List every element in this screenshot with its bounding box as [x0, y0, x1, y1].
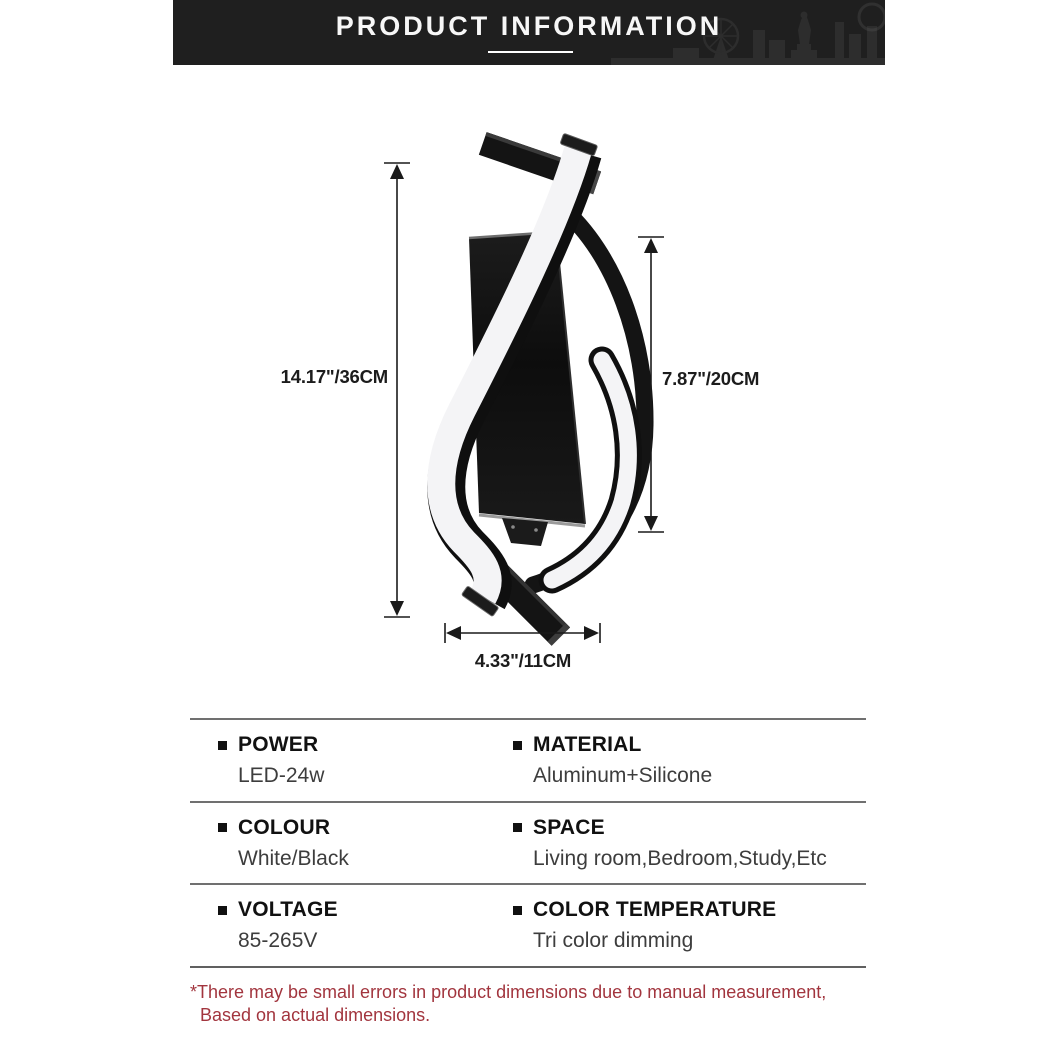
- width-dimension-arrow: [445, 623, 600, 643]
- disclaimer-note: [190, 981, 826, 1026]
- spec-label: SPACE: [533, 815, 605, 839]
- spec-cell-space: [513, 803, 866, 884]
- specs-table: [190, 718, 866, 968]
- spec-value: White/Black: [238, 846, 349, 870]
- width-dimension-label: 4.33"/11CM: [474, 650, 572, 671]
- spec-value: Aluminum+Silicone: [533, 764, 713, 787]
- spec-row-3: [190, 883, 866, 968]
- spec-row-1: [190, 718, 866, 801]
- spec-cell-voltage: [190, 885, 513, 966]
- spec-cell-power: [190, 720, 513, 801]
- spec-label: POWER: [238, 733, 319, 756]
- spec-cell-colour: [190, 803, 513, 884]
- square-bullet-icon: [218, 823, 227, 832]
- spec-row-2: [190, 801, 866, 884]
- spec-value: Living room,Bedroom,Study,Etc: [533, 846, 827, 870]
- square-bullet-icon: [513, 823, 522, 832]
- spec-label: COLOR TEMPERATURE: [533, 898, 777, 921]
- spec-value: Tri color dimming: [533, 929, 694, 952]
- height-dimension-label: 14.17"/36CM: [280, 366, 388, 387]
- spec-value: LED-24w: [238, 764, 325, 787]
- header-banner: [173, 0, 885, 65]
- spec-cell-material: [513, 720, 866, 801]
- disclaimer-line-2: Based on actual dimensions.: [200, 1004, 431, 1025]
- product-figure: [250, 120, 770, 680]
- square-bullet-icon: [513, 741, 522, 750]
- page-title: PRODUCT INFORMATION: [335, 11, 723, 41]
- spec-label: VOLTAGE: [238, 898, 338, 921]
- spec-label: COLOUR: [238, 815, 331, 839]
- lamp-illustration: [441, 132, 645, 646]
- side-dimension-label: 7.87"/20CM: [662, 368, 760, 389]
- spec-value: 85-265V: [238, 929, 318, 952]
- spec-label: MATERIAL: [533, 733, 642, 756]
- height-dimension-arrow: [384, 163, 410, 617]
- square-bullet-icon: [218, 741, 227, 750]
- spec-cell-color-temperature: [513, 885, 866, 966]
- disclaimer-line-1: *There may be small errors in product dimensions due to manual measurement,: [190, 982, 827, 1002]
- square-bullet-icon: [218, 906, 227, 915]
- square-bullet-icon: [513, 906, 522, 915]
- title-underline: [488, 51, 573, 53]
